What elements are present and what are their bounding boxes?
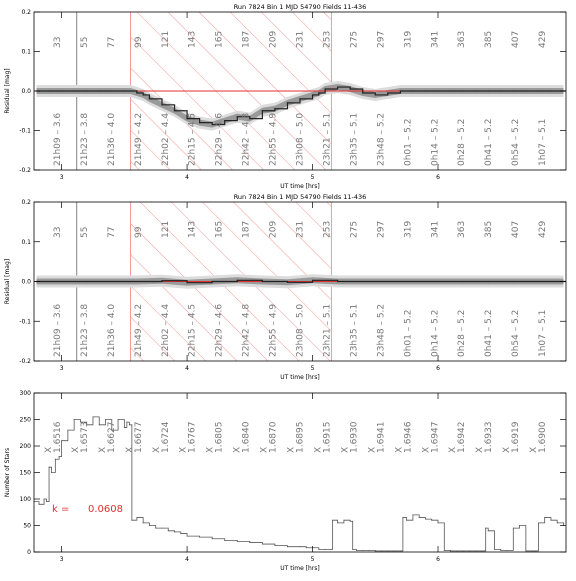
field-label: 253 <box>322 30 333 48</box>
star-count-point <box>485 528 486 529</box>
time-label: 21h09 – 3.6 <box>53 112 63 166</box>
residual-point <box>412 90 413 91</box>
star-count-point <box>92 416 93 417</box>
time-label: 21h36 – 4.0 <box>106 303 117 357</box>
star-count-point <box>55 459 56 460</box>
airmass-prefix: X <box>394 446 405 453</box>
star-count-point <box>224 540 225 541</box>
star-count-point <box>49 467 50 468</box>
time-label: 23h21 – 5.1 <box>322 112 333 166</box>
star-count-point <box>306 547 307 548</box>
field-label: 407 <box>511 220 522 238</box>
x-axis-label: UT time [hrs] <box>280 374 320 381</box>
field-label: 231 <box>295 220 306 238</box>
star-count-point <box>402 517 403 518</box>
residual-point <box>463 281 464 282</box>
airmass-prefix: X <box>124 446 135 453</box>
y-tick-label: 0.0 <box>21 88 31 95</box>
star-count-point <box>99 424 100 425</box>
time-label: 21h49 – 4.2 <box>133 303 144 357</box>
time-label: 0h28 – 5.2 <box>457 118 468 166</box>
airmass-label: 1.6805 <box>214 421 225 453</box>
residual-point <box>237 280 238 281</box>
field-label: 363 <box>457 30 468 48</box>
time-label: 1h07 – 5.1 <box>538 118 549 166</box>
airmass-prefix: X <box>97 446 108 453</box>
residual-point <box>262 281 263 282</box>
time-label: 0h14 – 5.2 <box>430 309 441 357</box>
y-tick-label: 200 <box>19 443 31 450</box>
residual-point <box>437 281 438 282</box>
residual-point <box>237 116 238 117</box>
x-tick-label: 6 <box>436 556 440 563</box>
time-label: 0h41 – 5.2 <box>484 309 495 357</box>
field-label: 55 <box>79 36 90 48</box>
x-tick-label: 4 <box>185 365 189 372</box>
residual-point <box>262 110 263 111</box>
residual-point <box>488 90 489 91</box>
residual-point <box>318 92 319 93</box>
star-count-point <box>538 522 539 523</box>
residual-point <box>86 281 87 282</box>
x-tick-label: 6 <box>436 365 440 372</box>
y-tick-label: 300 <box>19 390 31 397</box>
residual-point <box>287 282 288 283</box>
airmass-label: 1.6915 <box>322 421 333 453</box>
field-label: 77 <box>106 226 117 238</box>
airmass-label: 1.6724 <box>160 421 171 453</box>
time-label: 22h42 – 4.8 <box>241 303 252 357</box>
star-count-point <box>44 499 45 500</box>
field-label: 55 <box>79 226 90 238</box>
field-label: 363 <box>457 220 468 238</box>
field-label: 385 <box>484 30 495 48</box>
airmass-prefix: X <box>178 446 189 453</box>
residual-point <box>143 94 144 95</box>
field-label: 319 <box>403 30 414 48</box>
chart-title: Run 7824 Bin 1 MJD 54790 Fields 11-436 <box>233 193 367 201</box>
star-count-point <box>51 472 52 473</box>
field-label: 341 <box>430 30 441 48</box>
star-count-point <box>456 550 457 551</box>
star-count-point <box>337 522 338 523</box>
field-label: 209 <box>268 220 279 238</box>
star-count-point <box>557 522 558 523</box>
field-label: 143 <box>187 220 198 238</box>
residual-point <box>387 281 388 282</box>
airmass-label: 1.6895 <box>295 421 306 453</box>
y-tick-label: 250 <box>19 416 31 424</box>
residual-point <box>450 90 451 91</box>
residual-point <box>312 94 313 95</box>
residual-point <box>337 281 338 282</box>
residual-point <box>111 90 112 91</box>
star-count-point <box>129 424 130 425</box>
chart-title: Run 7824 Bin 1 MJD 54790 Fields 11-436 <box>233 3 367 11</box>
field-label: 33 <box>53 226 63 238</box>
star-count-point <box>168 530 169 531</box>
star-count-point <box>143 522 144 523</box>
star-count-point <box>381 550 382 551</box>
y-axis-label: Number of Stars <box>4 447 11 498</box>
time-label: 0h14 – 5.2 <box>430 118 441 166</box>
y-tick-label: 0.2 <box>21 9 31 16</box>
airmass-label: 1.6919 <box>511 421 522 453</box>
star-count-point <box>59 456 60 457</box>
time-label: 0h54 – 5.2 <box>511 309 522 357</box>
x-tick-label: 3 <box>59 365 64 372</box>
x-tick-label: 3 <box>59 174 64 181</box>
airmass-label: 1.6930 <box>349 421 360 453</box>
star-count-point <box>425 519 426 520</box>
residual-point <box>337 86 338 87</box>
star-count-point <box>300 546 301 547</box>
residual-point <box>488 281 489 282</box>
star-count-point <box>481 550 482 551</box>
time-label: 23h35 – 5.1 <box>349 303 360 357</box>
airmass-prefix: X <box>502 446 513 453</box>
time-label: 21h36 – 4.0 <box>106 112 117 166</box>
star-count-point <box>131 520 132 521</box>
airmass-label: 1.6942 <box>457 421 468 453</box>
star-count-point <box>438 522 439 523</box>
x-tick-label: 4 <box>185 556 189 563</box>
residual-point <box>375 94 376 95</box>
field-label: 253 <box>322 220 333 238</box>
airmass-prefix: X <box>232 446 243 453</box>
field-label: 99 <box>133 226 144 238</box>
star-count-point <box>500 550 501 551</box>
time-label: 0h01 – 5.2 <box>403 118 414 166</box>
residual-point <box>61 90 62 91</box>
residual-point <box>124 90 125 91</box>
airmass-prefix: X <box>205 446 216 453</box>
time-label: 22h55 – 4.9 <box>268 303 279 357</box>
field-label: 385 <box>484 220 495 238</box>
airmass-prefix: X <box>529 446 540 453</box>
star-count-point <box>369 550 370 551</box>
time-label: 0h28 – 5.2 <box>457 309 468 357</box>
residual-point <box>538 90 539 91</box>
star-count-point <box>174 531 175 532</box>
residual-point <box>48 90 49 91</box>
residual-point <box>525 90 526 91</box>
field-label: 231 <box>295 30 306 48</box>
time-label: 21h09 – 3.6 <box>53 303 63 357</box>
star-count-point <box>39 504 40 505</box>
residual-point <box>463 90 464 91</box>
star-count-point <box>525 550 526 551</box>
airmass-label: 1.6627 <box>106 421 117 453</box>
star-count-point <box>46 501 47 502</box>
star-count-point <box>394 550 395 551</box>
airmass-label: 1.6840 <box>241 421 252 453</box>
residual-point <box>538 281 539 282</box>
x-axis-label: UT time [hrs] <box>280 183 320 190</box>
field-label: 275 <box>349 30 360 48</box>
airmass-label: 1.6947 <box>430 421 441 453</box>
y-tick-label: 50 <box>23 522 31 530</box>
airmass-label: 1.6767 <box>187 421 198 453</box>
residual-point <box>130 90 131 91</box>
y-tick-label: 100 <box>19 496 31 503</box>
star-count-point <box>513 528 514 529</box>
star-count-point <box>350 521 351 522</box>
star-count-point <box>287 546 288 547</box>
time-label: 21h23 – 3.8 <box>79 303 90 357</box>
time-label: 22h29 – 4.6 <box>214 303 225 357</box>
star-count-point <box>237 541 238 542</box>
time-label: 23h21 – 5.1 <box>322 303 333 357</box>
star-count-point <box>356 550 357 551</box>
x-tick-label: 5 <box>310 174 315 181</box>
star-count-point <box>419 517 420 518</box>
x-tick-label: 5 <box>310 556 315 563</box>
residual-point <box>500 90 501 91</box>
star-count-point <box>118 419 119 420</box>
residual-point <box>312 280 313 281</box>
airmass-label: 1.6946 <box>403 421 414 453</box>
field-label: 77 <box>106 36 117 48</box>
airmass-prefix: X <box>340 446 351 453</box>
airmass-prefix: X <box>286 446 297 453</box>
time-label: 22h15 – 4.5 <box>187 303 198 357</box>
residual-point <box>186 282 187 283</box>
residual-point <box>86 90 87 91</box>
field-label: 275 <box>349 220 360 238</box>
field-label: 429 <box>538 220 549 238</box>
field-label: 319 <box>403 220 414 238</box>
star-count-point <box>475 550 476 551</box>
y-axis-label: Residual [mag] <box>4 68 11 114</box>
field-label: 297 <box>376 220 387 238</box>
time-label: 22h29 – 4.6 <box>214 112 225 166</box>
airmass-prefix: X <box>421 446 432 453</box>
airmass-prefix: X <box>313 446 324 453</box>
star-count-point <box>535 550 536 551</box>
residual-point <box>324 88 325 89</box>
star-count-point <box>450 550 451 551</box>
residual-point <box>412 281 413 282</box>
star-count-point <box>463 550 464 551</box>
star-count-point <box>262 544 263 545</box>
time-label: 22h02 – 4.4 <box>160 112 171 166</box>
time-label: 22h15 – 4.5 <box>187 112 198 166</box>
time-label: 23h48 – 5.2 <box>376 112 387 166</box>
time-label: 23h08 – 5.0 <box>295 303 306 357</box>
time-label: 22h42 – 4.8 <box>241 112 252 166</box>
star-count-point <box>136 517 137 518</box>
y-tick-label: 0 <box>27 549 31 556</box>
time-label: 22h55 – 4.9 <box>268 112 279 166</box>
airmass-prefix: X <box>70 446 81 453</box>
airmass-prefix: X <box>259 446 270 453</box>
field-label: 407 <box>511 30 522 48</box>
airmass-prefix: X <box>448 446 459 453</box>
field-label: 165 <box>214 30 225 48</box>
residual-point <box>199 122 200 123</box>
star-count-point <box>161 528 162 529</box>
x-tick-label: 5 <box>310 365 315 372</box>
airmass-prefix: X <box>151 446 162 453</box>
star-count-point <box>249 542 250 543</box>
airmass-prefix: X <box>44 446 54 453</box>
star-count-point <box>199 537 200 538</box>
star-count-point <box>387 550 388 551</box>
star-count-point <box>507 550 508 551</box>
star-count-point <box>532 550 533 551</box>
residual-point <box>475 90 476 91</box>
time-label: 1h07 – 5.1 <box>538 309 549 357</box>
star-count-point <box>469 550 470 551</box>
residual-point <box>513 90 514 91</box>
star-count-point <box>105 419 106 420</box>
time-label: 0h54 – 5.2 <box>511 118 522 166</box>
time-label: 23h48 – 5.2 <box>376 303 387 357</box>
residual-point <box>174 110 175 111</box>
airmass-prefix: X <box>367 446 378 453</box>
residual-point <box>111 281 112 282</box>
field-label: 341 <box>430 220 441 238</box>
star-count-point <box>519 525 520 526</box>
residual-point <box>425 90 426 91</box>
star-count-point <box>352 549 353 550</box>
field-label: 143 <box>187 30 198 48</box>
time-label: 0h01 – 5.2 <box>403 309 414 357</box>
star-count-point <box>544 517 545 518</box>
time-label: 23h35 – 5.1 <box>349 112 360 166</box>
y-tick-label: -0.2 <box>19 167 31 174</box>
field-label: 165 <box>214 220 225 238</box>
star-count-point <box>494 549 495 550</box>
residual-point <box>350 88 351 89</box>
residual-point <box>149 98 150 99</box>
k-value: 0.0608 <box>88 504 123 515</box>
star-count-point <box>375 550 376 551</box>
airmass-label: 1.6900 <box>538 421 549 453</box>
airmass-prefix: X <box>475 446 486 453</box>
y-tick-label: 150 <box>19 469 31 477</box>
airmass-label: 1.6516 <box>53 421 63 453</box>
star-count-point <box>331 549 332 550</box>
time-label: 21h49 – 4.2 <box>133 112 144 166</box>
y-tick-label: -0.1 <box>19 127 31 135</box>
star-count-point <box>362 550 363 551</box>
star-count-point <box>343 520 344 521</box>
y-tick-label: 0.0 <box>21 278 31 286</box>
residual-point <box>74 90 75 91</box>
star-count-point <box>124 427 125 428</box>
y-tick-label: 0.1 <box>21 48 31 56</box>
field-label: 99 <box>133 36 144 48</box>
star-count-point <box>67 430 68 431</box>
residual-point <box>99 90 100 91</box>
k-label: k = <box>52 504 70 515</box>
field-label: 187 <box>241 220 252 238</box>
star-count-point <box>431 520 432 521</box>
x-axis-label: UT time [hrs] <box>280 565 320 572</box>
airmass-label: 1.6941 <box>376 421 387 453</box>
x-tick-label: 6 <box>436 174 440 181</box>
x-tick-label: 4 <box>185 174 189 181</box>
field-label: 121 <box>160 220 171 238</box>
star-count-point <box>488 530 489 531</box>
time-label: 0h41 – 5.2 <box>484 118 495 166</box>
time-label: 21h23 – 3.8 <box>79 112 90 166</box>
star-count-point <box>74 419 75 420</box>
airmass-label: 1.6677 <box>133 421 144 453</box>
residual-point <box>299 98 300 99</box>
residual-point <box>136 92 137 93</box>
star-count-point <box>155 528 156 529</box>
airmass-label: 1.6870 <box>268 421 279 453</box>
y-tick-label: -0.1 <box>19 318 31 326</box>
star-count-point <box>444 550 445 551</box>
residual-point <box>362 92 363 93</box>
residual-point <box>387 92 388 93</box>
star-count-point <box>406 520 407 521</box>
residual-point <box>513 281 514 282</box>
residual-point <box>437 90 438 91</box>
y-axis-label: Residual [mag] <box>4 258 11 305</box>
residual-point <box>287 102 288 103</box>
residual-point <box>274 108 275 109</box>
time-label: 22h02 – 4.4 <box>160 303 171 357</box>
residual-point <box>362 281 363 282</box>
star-count-point <box>400 550 401 551</box>
star-count-point <box>325 549 326 550</box>
residual-point <box>550 90 551 91</box>
field-label: 209 <box>268 30 279 48</box>
field-label: 429 <box>538 30 549 48</box>
residual-point <box>212 281 213 282</box>
airmass-label: 1.6933 <box>484 421 495 453</box>
y-tick-label: 0.1 <box>21 238 31 246</box>
airmass-label: 1.6573 <box>79 421 90 453</box>
field-label: 297 <box>376 30 387 48</box>
field-label: 121 <box>160 30 171 48</box>
y-tick-label: 0.2 <box>21 199 31 206</box>
star-count-point <box>187 536 188 537</box>
field-label: 187 <box>241 30 252 48</box>
star-count-point <box>412 514 413 515</box>
residual-point <box>161 280 162 281</box>
y-tick-label: -0.2 <box>19 358 31 365</box>
star-count-point <box>550 520 551 521</box>
star-count-point <box>149 525 150 526</box>
star-count-point <box>318 549 319 550</box>
star-count-point <box>274 545 275 546</box>
residual-point <box>212 124 213 125</box>
star-count-point <box>180 533 181 534</box>
residual-point <box>61 281 62 282</box>
residual-point <box>136 281 137 282</box>
time-label: 23h08 – 5.0 <box>295 112 306 166</box>
star-count-point <box>126 422 127 423</box>
residual-point <box>400 90 401 91</box>
x-tick-label: 3 <box>59 556 64 563</box>
field-label: 33 <box>53 36 63 48</box>
star-count-point <box>332 520 333 521</box>
star-count-point <box>212 538 213 539</box>
residual-point <box>161 104 162 105</box>
